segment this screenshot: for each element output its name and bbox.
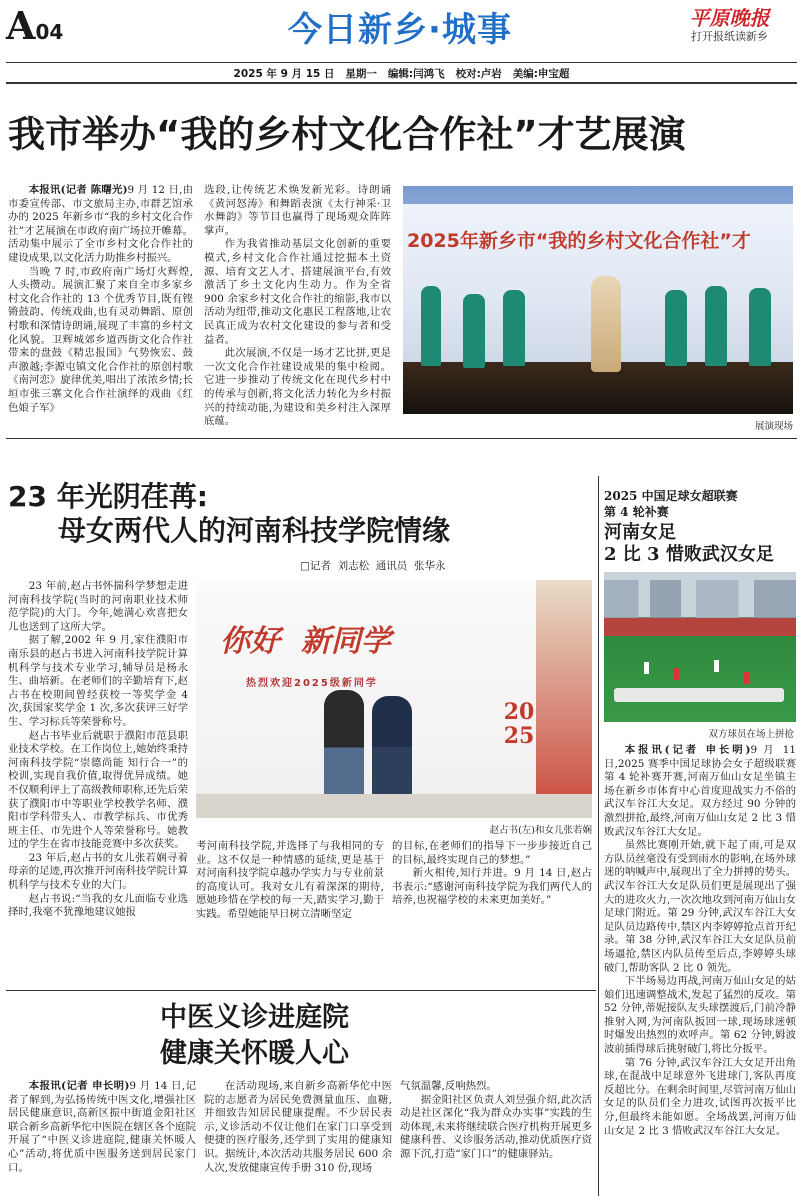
story3-kicker-line2: 第 4 轮补赛 [604, 505, 669, 519]
paragraph: 考河南科技学院,并选择了与我相同的专业。这不仅是一种情感的延续,更是基于对河南科技学院卓越办学实力与专业前景的高度认可。我对女儿有着深深的期待,愿她珍惜在学校的每一天,踏实学习,勤于实践。希望她能早日树立清晰坚定 [196, 840, 384, 920]
player [744, 672, 749, 684]
player [674, 668, 679, 680]
performer [665, 290, 687, 366]
paragraph: 在活动现场,来自新乡高新华佗中医院的志愿者为居民免费测量血压、血糖,并细致告知居民健康提醒。不少居民表示,义诊活动不仅让他们在家门口享受到便捷的医疗服务,还学到了实用的健康知识。据统计,本次活动共服务居民 600 余人次,发放健康宣传手册 310 份,现场 [204, 1080, 392, 1174]
paragraph: 选段,让传统艺术焕发新光彩。诗朗诵《黄河怒涛》和舞蹈表演《太行神采·卫水舞韵》等节目也赢得了现场观众阵阵掌声。 [204, 184, 391, 237]
story1-column-1 [8, 184, 193, 415]
paragraph: 虽然比赛刚开始,就下起了雨,可是双方队员丝毫没有受到雨水的影响,在场外球迷的呐喊声中,展现出了全力拼搏的势头。武汉车谷江大女足队员们更是展现出了强大的进攻火力,一次次地攻到河南万仙山女足球门附近。第 29 分钟,武汉车谷江大女足队员边路传中,禁区内李婷婷抢点首开纪录。第 38 分钟,武汉车谷江大女足队员前场逼抢,禁区内队员传至后点,李婷婷头球破门,帮助客队 2 比 0 领先。 [604, 839, 796, 974]
masthead-rule [6, 62, 797, 63]
paragraph: 新火相传,知行并进。9 月 14 日,赵占书表示:“感谢河南科技学院为我们两代人的培养,也祝福学校的未来更加美好。” [392, 867, 592, 907]
paragraph: 赵占书毕业后就职于濮阳市范县职业技术学校。在工作岗位上,她始终秉持河南科技学院“崇德尚能 知行合一”的校训,实现自我价值,取得优异成绩。她不仅顺利评上了高级教师职称,还先后荣获了濮阳市中等职业学校教学名师、濮阳市学科带头人、市教学标兵、市优秀班主任、市先进个人等荣誉称号。她教过的学生在省市技能竞赛中多次获奖。 [8, 729, 188, 851]
paragraph: 本报讯(记者 陈曙光)9 月 12 日,由市委宣传部、市文旅局主办,市群艺馆承办的 2025 年新乡市“我的乡村文化合作社”才艺展演在市政府南广场拉开帷幕。活动集中展示了全市乡村文化合作社的建设成果,以文化活力助推乡村振兴。 [8, 184, 193, 264]
performer [749, 288, 771, 366]
story4-column-2 [204, 1080, 392, 1175]
story1-headline: 我市举办“我的乡村文化合作社”才艺展演 [8, 113, 686, 156]
paragraph: 赵占书说:“当我的女儿面临专业选择时,我毫不犹豫地建议她报 [8, 892, 188, 919]
paragraph: 当晚 7 时,市政府南广场灯火辉煌,人头攒动。展演汇聚了来自全市多家乡村文化合作社的 13 个优秀节目,既有铿锵鼓韵、传统戏曲,也有灵动舞蹈、原创村歌和深情诗朗诵,展现了丰富的乡村文化风貌。卫辉城郊乡道西街文化合作社带来的盘鼓《精忠报国》气势恢宏、鼓声激越;李源屯镇文化合作社的原创村歌《南河恋》旋律优美,唱出了浓浓乡情;长垣市张三寨文化合作社演绎的戏曲《红色娘子军》 [8, 265, 193, 414]
story2-photo [196, 580, 592, 818]
player [714, 660, 719, 672]
story3-kicker-line1: 2025 中国足球女超联赛 [604, 489, 738, 503]
plaza-floor [196, 794, 592, 818]
paragraph: 据金阳社区负责人刘昱强介绍,此次活动是社区深化“我为群众办实事”实践的生动体现,未来将继续联合医疗机构开展更多健康科普、义诊服务活动,推动优质医疗资源下沉,打造“家门口”的健康驿站。 [400, 1093, 592, 1160]
story4-headline-line1: 中医义诊进庭院 [160, 1002, 349, 1033]
lead-singer [591, 276, 621, 372]
brand-block [662, 6, 797, 44]
column-divider [598, 476, 599, 1196]
sideline-bench [614, 688, 784, 702]
story4-column-1 [8, 1080, 196, 1175]
performer [421, 286, 441, 366]
brand-slogan: 打开报纸读新乡 [691, 30, 768, 43]
story3-headline-line1: 河南女足 [604, 522, 676, 543]
story2-column-2 [196, 840, 384, 922]
story3-headline-line2: 2 比 3 惜败武汉女足 [604, 544, 774, 565]
city-skyline [604, 580, 796, 618]
year-badge-bottom: 25 [503, 723, 535, 749]
performer [705, 286, 727, 366]
stadium-stands [604, 618, 796, 636]
story2-byline: □记者 刘志松 通讯员 张华永 [300, 560, 446, 572]
paragraph: 第 76 分钟,武汉车谷江大女足开出角球,在混战中足球意外飞进球门,客队再度反超比分。在剩余时间里,尽管河南万仙山女足的队员们全力进攻,试图再次扳平比分,但最终未能如愿。全场战罢,河南万仙山女足 2 比 3 惜败武汉车谷江大女足。 [604, 1056, 796, 1137]
performer [503, 290, 525, 366]
story2-headline-line1: 23 年光阴荏苒: [8, 480, 208, 513]
story3-photo [604, 572, 796, 722]
section-divider [6, 438, 797, 439]
welcome-subtext: 热烈欢迎2025级新同学 [246, 678, 378, 689]
page-number [6, 3, 64, 48]
story4-headline [160, 1000, 450, 1072]
paragraph: 气氛温馨,反响热烈。 [400, 1080, 497, 1092]
page-digits: 04 [35, 20, 64, 44]
year-badge [496, 700, 542, 748]
story3-photo-caption: 双方球员在场上拼抢 [708, 729, 794, 740]
section-divider [6, 990, 596, 991]
welcome-text: 你好 新同学 [220, 624, 391, 659]
red-panel [536, 580, 592, 818]
story2-headline [8, 480, 588, 548]
paragraph: 此次展演,不仅是一场才艺比拼,更是一次文化合作社建设成果的集中检阅。它进一步推动了传统文化在现代乡村中的传承与创新,将文化活力转化为乡村振兴的持续动能,为建设和美乡村注入深厚底蕴。 [204, 347, 391, 428]
paragraph: 本报讯(记者 申长明)9 月 14 日,记者了解到,为弘扬传统中医文化,增强社区居民健康意识,高新区振中街道金阳社区联合新乡高新华佗中医院在辖区各个庭院开展了“中医义诊进庭院,健康关怀暖人心”活动,将优质中医服务送到居民家门口。 [8, 1080, 196, 1174]
story2-column-3 [392, 840, 592, 908]
brand-logo: 平原晚报 [689, 6, 770, 30]
story3-body [604, 744, 796, 1138]
section-title: 今日新乡·城事 [288, 10, 512, 50]
story4-column-3 [400, 1080, 592, 1162]
page-letter: A [6, 3, 36, 48]
story2-photo-caption: 赵占书(左)和女儿张若娴 [489, 825, 592, 836]
paragraph: 23 年后,赵占书的女儿张若娴寻着母亲的足迹,再次推开河南科技学院计算机科学与技术专业的大门。 [8, 851, 188, 892]
year-badge-top: 20 [503, 699, 535, 725]
performer [463, 294, 485, 368]
story3-headline [604, 522, 794, 566]
story3-kicker [604, 488, 794, 520]
player [644, 662, 649, 674]
paragraph: 作为我省推动基层文化创新的重要模式,乡村文化合作社通过挖掘本土资源、培育文艺人才、搭建展演平台,有效激活了乡土文化内生动力。作为全省 900 余家乡村文化合作社的缩影,我市以活动为纽带,推动文化惠民工程落地,让农民真正成为农村文化建设的参与者和受益者。 [204, 238, 391, 346]
story1-column-2 [204, 184, 391, 429]
dateline-rule [6, 82, 797, 84]
story1-photo [403, 186, 793, 414]
dateline: 2025 年 9 月 15 日 星期一 编辑:闫鸿飞 校对:卢岩 美编:申宝超 [233, 68, 570, 80]
story2-headline-line2: 母女两代人的河南科技学院情缘 [58, 514, 451, 547]
story4-headline-line2: 健康关怀暖人心 [160, 1038, 349, 1069]
stage-banner-text: 2025年新乡市“我的乡村文化合作社”才 [407, 230, 751, 252]
paragraph: 据了解,2002 年 9 月,家住濮阳市南乐县的赵占书进入河南科技学院计算机科学与技术专业学习,辅导员是杨永生、曲培新。在老师们的辛勤培育下,赵占书在校期间曾经获校一等奖学金 4 次,获国家奖学金 1 次,多次获评三好学生、学习标兵等荣誉称号。 [8, 634, 188, 728]
paragraph: 本报讯(记者 申长明)9 月 11 日,2025 赛季中国足球协会女子超级联赛第 4 轮补赛开赛,河南万仙山女足坐镇主场在新乡市体育中心首度迎战实力不俗的武汉车谷江大女足。双方经过 90 分钟的激烈拼抢,最终,河南万仙山女足 2 比 3 惜败武汉车谷江大女足。 [604, 744, 796, 838]
paragraph: 的目标,在老师们的指导下一步步接近自己的目标,最终实现自己的梦想。” [392, 840, 592, 866]
story1-photo-caption: 展演现场 [754, 421, 793, 432]
paragraph: 下半场易边再战,河南万仙山女足的姑娘们迅速调整战术,发起了猛烈的反攻。第 52 分钟,蒂妮接队友头球摆渡后,门前冷静推射入网,为河南队扳回一球,现场球迷顿时爆发出热烈的欢呼声。第 62 分钟,姆波波前插得球后挑射破门,将比分扳平。 [604, 975, 796, 1056]
paragraph: 23 年前,赵占书怀揣科学梦想走进河南科技学院(当时的河南职业技术师范学院)的大门。今年,她满心欢喜把女儿也送到了这所大学。 [8, 580, 188, 633]
story2-column-1 [8, 580, 188, 920]
